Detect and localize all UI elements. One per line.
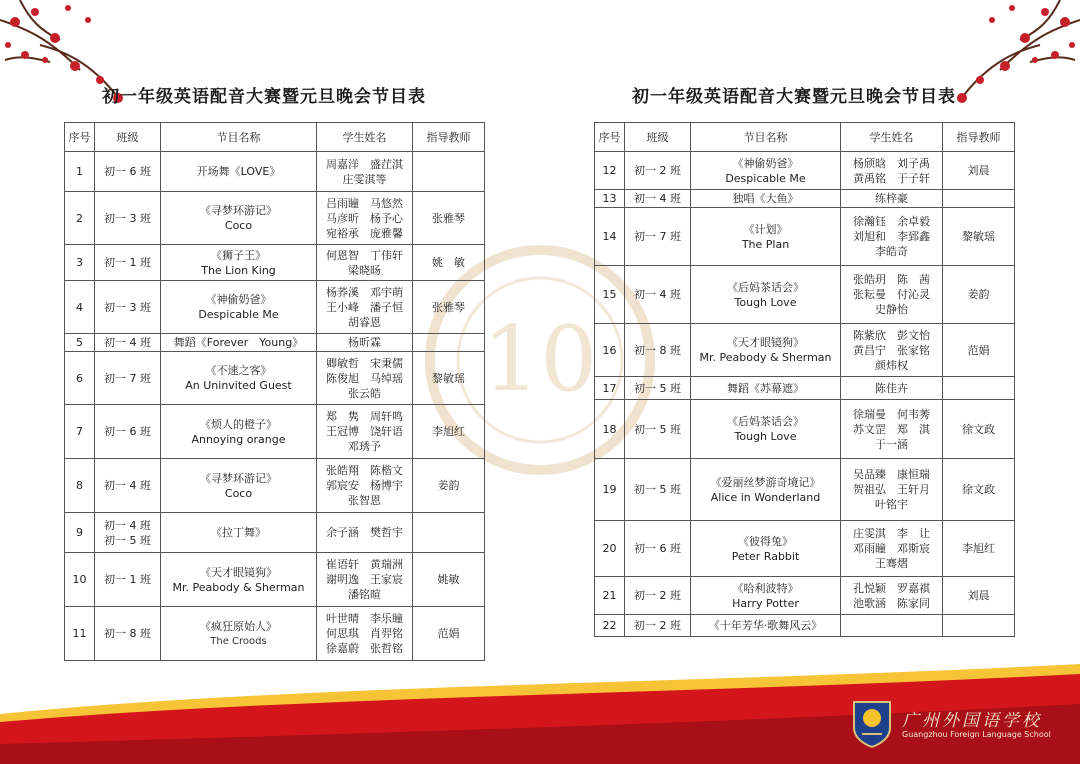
- cell-teacher: 姚敏: [413, 553, 485, 607]
- cell-students-line: 潘铭暄: [348, 588, 381, 601]
- cell-class-line: 初一 2 班: [634, 619, 681, 632]
- cell-number: 13: [595, 190, 625, 208]
- cell-teacher: [413, 334, 485, 352]
- header-class: 班级: [95, 123, 161, 152]
- cell-students: [317, 192, 413, 245]
- cell-program-line: 独唱《大鱼》: [732, 192, 799, 205]
- cell-students-line: 梁晓旸: [348, 263, 381, 277]
- cell-class-line: 初一 5 班: [634, 381, 681, 395]
- cell-class: [95, 553, 161, 607]
- cell-program-line: 《不速之客》: [205, 364, 272, 377]
- cell-program: [691, 324, 841, 377]
- cell-number: 19: [595, 459, 625, 521]
- cell-class-line: 初一 5 班: [104, 533, 151, 547]
- cell-class: [95, 459, 161, 513]
- program-table-left: [64, 122, 485, 661]
- header-students: 学生姓名: [841, 123, 943, 152]
- school-emblem-icon: [850, 698, 894, 748]
- cell-students: [317, 405, 413, 459]
- cell-students-line: 邓琇予: [348, 440, 381, 453]
- cell-class-line: 初一 5 班: [634, 483, 681, 496]
- cell-students: [841, 459, 943, 521]
- cell-program-line: Mr. Peabody & Sherman: [699, 351, 832, 364]
- cell-teacher: 姚 敏: [413, 245, 485, 281]
- cell-program: [691, 615, 841, 637]
- table-row: [65, 152, 485, 192]
- table-row: [65, 245, 485, 281]
- cell-students: [841, 577, 943, 615]
- cell-students-line: 苏文罡 郑 淇: [853, 422, 930, 436]
- cell-teacher: 李旭红: [413, 405, 485, 459]
- cell-class-line: 初一 8 班: [634, 343, 681, 357]
- cell-students: [841, 208, 943, 266]
- cell-students-line: 刘旭和 李郅鑫: [853, 230, 930, 243]
- school-name-english: Guangzhou Foreign Language School: [902, 730, 1051, 739]
- cell-number: 22: [595, 615, 625, 637]
- cell-teacher: 范娟: [943, 324, 1015, 377]
- cell-class: [625, 521, 691, 577]
- cell-students-line: 何思琪 肖羿铭: [326, 627, 403, 640]
- cell-teacher: [943, 377, 1015, 400]
- cell-number: 2: [65, 192, 95, 245]
- cell-students-line: 张耘曼 付沁灵: [853, 288, 930, 301]
- cell-program-line: 舞蹈《苏幕遮》: [727, 381, 804, 395]
- cell-students-line: 陈俊旭 马绰瑶: [326, 371, 403, 385]
- cell-program: [691, 377, 841, 400]
- cell-students-line: 何恩智 丁伟轩: [326, 248, 403, 262]
- school-logo: [850, 698, 1070, 752]
- cell-class-line: 初一 4 班: [634, 288, 681, 301]
- cell-number: 5: [65, 334, 95, 352]
- cell-program-line: Coco: [224, 486, 253, 500]
- cell-class-line: 初一 3 班: [104, 300, 151, 314]
- cell-class: [625, 324, 691, 377]
- cell-class: [625, 615, 691, 637]
- cell-students-line: 池歌涵 陈家同: [853, 596, 930, 610]
- cell-students-line: 练梓豪: [875, 192, 908, 205]
- cell-number: 16: [595, 324, 625, 377]
- cell-program: [161, 192, 317, 245]
- cell-students-line: 谢明逸 王家宸: [326, 573, 403, 586]
- cell-students-line: 于一涵: [875, 437, 908, 451]
- cell-program-line: Alice in Wonderland: [710, 490, 821, 504]
- cell-students-line: 张皓玥 陈 茜: [853, 273, 930, 286]
- cell-number: 17: [595, 377, 625, 400]
- cell-program: [691, 266, 841, 324]
- table-row: [595, 266, 1015, 324]
- cell-program-line: 《天才眼镜狗》: [200, 565, 277, 579]
- cell-teacher: [413, 152, 485, 192]
- cell-number: 4: [65, 281, 95, 334]
- cell-students-line: 杨颀晗 刘子禹: [853, 156, 930, 170]
- table-row: [65, 334, 485, 352]
- cell-program-line: Harry Potter: [732, 596, 799, 610]
- cell-students: [317, 334, 413, 352]
- table-row: [65, 553, 485, 607]
- cell-class-line: 初一 6 班: [104, 425, 151, 438]
- cell-class-line: 初一 7 班: [634, 230, 681, 243]
- cell-students: [841, 377, 943, 400]
- cell-class-line: 初一 4 班: [104, 518, 151, 532]
- cell-program: [691, 152, 841, 190]
- cell-class: [95, 245, 161, 281]
- cell-students-line: 杨荞溪 邓宇萌: [326, 285, 403, 299]
- header-students: 学生姓名: [317, 123, 413, 152]
- cell-class-line: 初一 4 班: [634, 192, 681, 205]
- cell-number: 9: [65, 513, 95, 553]
- cell-teacher: 徐文政: [943, 459, 1015, 521]
- cell-students-line: 叶世晴 李乐瞳: [326, 612, 403, 625]
- cell-class: [95, 192, 161, 245]
- cell-students-line: 庄雯淇等: [342, 172, 387, 186]
- header-program: 节目名称: [161, 123, 317, 152]
- cell-students-line: 陈佳卉: [875, 381, 908, 395]
- cell-students-line: 余子涵 樊哲宇: [326, 526, 403, 539]
- cell-program: [161, 281, 317, 334]
- cell-class: [95, 405, 161, 459]
- cell-class: [625, 577, 691, 615]
- cell-program-line: 《十年芳华·歌舞风云》: [708, 619, 823, 632]
- cell-teacher: 范娟: [413, 607, 485, 661]
- cell-program-line: 《后妈茶话会》: [727, 415, 804, 428]
- cell-program-line: 《狮子王》: [211, 248, 266, 262]
- table-row: [595, 190, 1015, 208]
- cell-program-line: 《寻梦环游记》: [200, 204, 277, 217]
- cell-class-line: 初一 1 班: [104, 256, 151, 269]
- table-row: [595, 459, 1015, 521]
- cell-class-line: 初一 6 班: [104, 165, 151, 178]
- cell-students-line: 黄昌宁 张家铭: [853, 343, 930, 357]
- cell-program: [161, 459, 317, 513]
- cell-program-line: The Plan: [741, 237, 790, 251]
- cell-students-line: 卿敏哲 宋秉儒: [326, 356, 403, 370]
- cell-teacher: 李旭红: [943, 521, 1015, 577]
- cell-program-line: 舞蹈《Forever Young》: [173, 336, 304, 349]
- cell-number: 10: [65, 553, 95, 607]
- cell-program-line: Peter Rabbit: [731, 549, 800, 563]
- cell-class-line: 初一 4 班: [104, 336, 151, 349]
- table-row: [595, 521, 1015, 577]
- cell-class: [625, 400, 691, 459]
- table-header-row: [65, 123, 485, 152]
- cell-program-line: 《寻梦环游记》: [200, 471, 277, 485]
- cell-class-line: 初一 4 班: [104, 479, 151, 492]
- cell-students-line: 吴品臻 康恒瑞: [853, 468, 930, 481]
- table-row: [65, 513, 485, 553]
- cell-program-line: 《神偷奶爸》: [732, 156, 799, 170]
- cell-students-line: 王小峰 潘子恒: [326, 300, 403, 314]
- cell-program: [161, 152, 317, 192]
- cell-number: 12: [595, 152, 625, 190]
- cell-students: [317, 459, 413, 513]
- cell-students-line: 贺祖弘 王轩月: [853, 483, 930, 496]
- cell-number: 8: [65, 459, 95, 513]
- cell-students-line: 张智恩: [348, 494, 381, 507]
- cell-program: [691, 208, 841, 266]
- cell-number: 21: [595, 577, 625, 615]
- cell-students-line: 史静怡: [875, 303, 908, 316]
- cell-number: 11: [65, 607, 95, 661]
- cell-students: [317, 553, 413, 607]
- cell-program: [161, 245, 317, 281]
- cell-students-line: 颜炜权: [875, 358, 908, 372]
- cell-students: [841, 521, 943, 577]
- cell-students-line: 吕雨瞳 马悠然: [326, 196, 403, 210]
- cell-students: [841, 615, 943, 637]
- svg-text:10: 10: [482, 307, 598, 412]
- cell-program: [691, 459, 841, 521]
- page-title-right: 初一年级英语配音大赛暨元旦晚会节目表: [632, 87, 956, 107]
- cell-class: [625, 208, 691, 266]
- cell-students-line: 王骞熠: [875, 557, 908, 570]
- cell-number: 3: [65, 245, 95, 281]
- cell-program-line: Tough Love: [734, 295, 797, 309]
- cell-teacher: [413, 513, 485, 553]
- cell-program: [161, 513, 317, 553]
- cell-program-line: The Croods: [210, 635, 267, 647]
- table-row: [65, 352, 485, 405]
- table-header-row: [595, 123, 1015, 152]
- table-row: [595, 152, 1015, 190]
- cell-students: [317, 352, 413, 405]
- cell-students-line: 崔语轩 黄瑞洲: [326, 558, 403, 571]
- cell-teacher: 刘晨: [943, 577, 1015, 615]
- cell-students: [841, 190, 943, 208]
- table-row: [595, 208, 1015, 266]
- cell-students: [317, 245, 413, 281]
- cell-program-line: 《计划》: [743, 222, 788, 236]
- cell-students-line: 孔悦颖 罗嘉祺: [853, 581, 930, 595]
- cell-students-line: 郑 隽 周轩鸣: [326, 410, 403, 423]
- cell-class: [95, 334, 161, 352]
- cell-program-line: 《烦人的橙子》: [200, 417, 277, 431]
- cell-class: [625, 377, 691, 400]
- table-row: [595, 615, 1015, 637]
- cell-students-line: 张皓翔 陈楷文: [326, 464, 403, 477]
- cell-program-line: 《后妈茶话会》: [727, 280, 804, 294]
- cell-students: [317, 152, 413, 192]
- header-class: 班级: [625, 123, 691, 152]
- table-row: [65, 192, 485, 245]
- table-row: [65, 459, 485, 513]
- program-table-right: [594, 122, 1015, 637]
- cell-program-line: 《彼得兔》: [738, 534, 793, 548]
- cell-teacher: 张雅琴: [413, 281, 485, 334]
- cell-teacher: 张雅琴: [413, 192, 485, 245]
- cell-teacher: [943, 190, 1015, 208]
- cell-class-line: 初一 7 班: [104, 371, 151, 385]
- cell-teacher: 姜韵: [413, 459, 485, 513]
- cell-program-line: 《哈利波特》: [732, 581, 799, 595]
- header-program: 节目名称: [691, 123, 841, 152]
- cell-class-line: 初一 1 班: [104, 573, 151, 586]
- cell-students-line: 周嘉洋 盛茳淇: [326, 157, 403, 171]
- cell-program-line: Mr. Peabody & Sherman: [172, 580, 305, 594]
- cell-number: 14: [595, 208, 625, 266]
- table-row: [595, 324, 1015, 377]
- cell-students-line: 马彦昕 杨予心: [326, 211, 403, 225]
- cell-students-line: 徐嘉蔚 张哲铭: [326, 642, 403, 655]
- cell-number: 18: [595, 400, 625, 459]
- cell-teacher: [943, 615, 1015, 637]
- cell-program: [161, 352, 317, 405]
- cell-class-line: 初一 2 班: [634, 164, 681, 177]
- cell-students: [841, 266, 943, 324]
- cell-students: [317, 281, 413, 334]
- cell-program-line: 开场舞《LOVE》: [196, 165, 281, 178]
- cell-students: [841, 324, 943, 377]
- cell-program: [691, 577, 841, 615]
- cell-teacher: 黎敏瑶: [413, 352, 485, 405]
- cell-students-line: 陈紫欣 彭文怡: [853, 328, 930, 342]
- cell-class: [625, 190, 691, 208]
- cell-class: [625, 459, 691, 521]
- cell-class-line: 初一 8 班: [104, 627, 151, 640]
- cell-teacher: 黎敏瑶: [943, 208, 1015, 266]
- header-teacher: 指导教师: [413, 123, 485, 152]
- cell-number: 15: [595, 266, 625, 324]
- cell-number: 6: [65, 352, 95, 405]
- cell-teacher: 姜韵: [943, 266, 1015, 324]
- cell-program: [691, 521, 841, 577]
- cell-program: [691, 190, 841, 208]
- cell-program-line: Coco: [224, 219, 253, 232]
- table-row: [65, 405, 485, 459]
- cell-program-line: Annoying orange: [191, 432, 286, 446]
- cell-students-line: 黄禹铭 于子轩: [853, 171, 930, 185]
- table-row: [595, 377, 1015, 400]
- cell-class: [95, 352, 161, 405]
- table-row: [595, 577, 1015, 615]
- cell-program: [161, 334, 317, 352]
- cell-class: [625, 266, 691, 324]
- cell-students-line: 庄雯淇 李 让: [853, 527, 930, 540]
- cell-program-line: 《拉丁舞》: [211, 526, 266, 539]
- cell-students-line: 郭宸安 杨博宇: [326, 479, 403, 492]
- cell-program-line: 《疯狂原始人》: [200, 619, 277, 633]
- cell-students-line: 杨昕霖: [348, 336, 381, 349]
- cell-students-line: 张云皓: [348, 386, 381, 400]
- cell-program-line: Despicable Me: [198, 308, 279, 321]
- cell-program-line: The Lion King: [201, 263, 276, 277]
- cell-class: [625, 152, 691, 190]
- cell-program-line: 《神偷奶爸》: [205, 293, 272, 306]
- cell-students-line: 宛裕承 庞雅馨: [326, 226, 403, 240]
- cell-program-line: Despicable Me: [725, 171, 806, 185]
- cell-teacher: 徐文政: [943, 400, 1015, 459]
- cell-students-line: 徐瀚钰 余卓毅: [853, 215, 930, 228]
- cell-number: 7: [65, 405, 95, 459]
- cell-program-line: 《爱丽丝梦游奇境记》: [710, 475, 821, 489]
- cell-class: [95, 281, 161, 334]
- cell-class: [95, 513, 161, 553]
- cell-program-line: 《天才眼镜狗》: [727, 336, 804, 349]
- cell-class-line: 初一 5 班: [634, 422, 681, 436]
- table-row: [595, 400, 1015, 459]
- cell-program-line: An Uninvited Guest: [185, 379, 292, 392]
- cell-students-line: 邓雨瞳 邓斯宸: [853, 542, 930, 555]
- header-number: 序号: [65, 123, 95, 152]
- header-teacher: 指导教师: [943, 123, 1015, 152]
- cell-program: [161, 553, 317, 607]
- cell-students-line: 李皓奇: [875, 245, 908, 258]
- cell-class-line: 初一 3 班: [104, 211, 151, 225]
- cell-teacher: 刘晨: [943, 152, 1015, 190]
- cell-class: [95, 152, 161, 192]
- cell-number: 1: [65, 152, 95, 192]
- cell-program-line: Tough Love: [734, 430, 797, 443]
- cell-program: [161, 405, 317, 459]
- cell-number: 20: [595, 521, 625, 577]
- cell-program: [691, 400, 841, 459]
- page-title-left: 初一年级英语配音大赛暨元旦晚会节目表: [102, 87, 426, 107]
- cell-students: [317, 513, 413, 553]
- cell-class-line: 初一 2 班: [634, 589, 681, 602]
- cell-students-line: 叶铭宇: [875, 498, 908, 511]
- cell-class-line: 初一 6 班: [634, 542, 681, 555]
- table-row: [65, 281, 485, 334]
- school-name: 广州外国语学校: [902, 711, 1042, 731]
- cell-students-line: 王冠博 饶轩语: [326, 425, 403, 438]
- cell-students: [841, 152, 943, 190]
- cell-students: [841, 400, 943, 459]
- header-number: 序号: [595, 123, 625, 152]
- cell-students-line: 徐瑞曼 何韦莠: [853, 407, 930, 421]
- cell-students-line: 胡睿恩: [348, 315, 381, 329]
